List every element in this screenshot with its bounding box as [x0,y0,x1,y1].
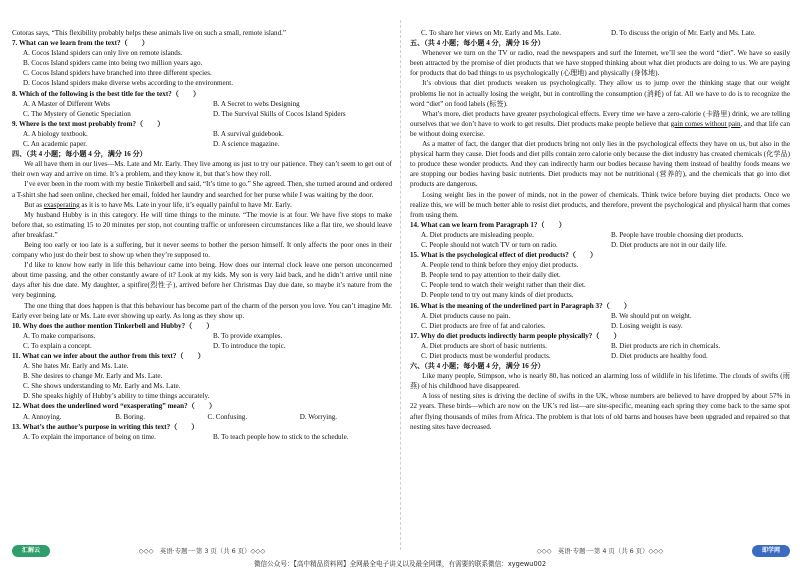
page-number: ◇◇◇ 英语·专题一·第 3 页（共 6 页）◇◇◇ [138,547,266,555]
answer-option[interactable]: D. A science magazine. [213,140,280,149]
question-text: Why do diet products indirectly harm people physically?（ ） [420,331,621,340]
answer-option[interactable]: C. An academic paper. [23,140,88,149]
option: D. To discuss the origin of Mr. Early and Ms. Late. [611,29,756,37]
page-4 [410,0,790,569]
answer-option[interactable]: A. A Master of Different Webs [23,99,111,108]
question-stem [410,301,790,311]
options-row [410,351,790,361]
passage-paragraph: Like many people, Stimpson, who is nearly 80, has noticed an alarming loss of wildlife in his lifetime. The clouds of swifts (雨燕) of his childhood have disappeared. [410,372,790,391]
question-stem [12,89,392,99]
passage-paragraph: A loss of nesting sites is driving the decline of swifts in the UK, whose numbers are believed to have dropped by about 57% in 22 years. These birds—which are now on the UK’s red list—are site-specific, meaning each spring they come back to the same spot after flying thousands of miles from Africa. The problem is that lots of old barns and houses have been upgraded and repaired so that nesting sites have decreased. [410,392,790,431]
answer-option[interactable]: D. People tend to try out many kinds of diet products. [421,291,574,300]
answer-option[interactable]: D. The Survival Skills of Cocos Island Spiders [213,109,346,118]
section-5-heading: 五、（共 4 小题；每小题 4 分，满分 16 分） [410,39,545,48]
passage-paragraph: What’s more, diet products have greater psychological effects. Every time we have a zero-calorie (卡路里) drink, we are telling ourselves that we don’t have to work to get results. Diet products make people believe that gain comes without pain, and that life can be without doing exercise. [410,109,791,138]
answer-option[interactable]: B. Cocos Island spiders came into being two million years ago. [23,59,203,68]
answer-option[interactable]: D. Diet products are not in our daily life. [611,240,727,249]
answer-option[interactable]: A. Annoying. [23,412,62,421]
options-row [12,432,392,442]
question-number: 10. [12,321,21,330]
question-text: What can we learn from the text?（ ） [18,39,149,48]
passage-paragraph: It’s obvious that diet products weaken us psychologically. They allow us to jump over the thinking stage that our weight problems lie not in actually losing the weight, but in controlling the consumption (消耗) of fat. All we have to do is to recognize the word “diet” on food labels (标签). [410,79,790,108]
passage-paragraph: As a matter of fact, the danger that diet products bring not only lies in the psychological effects they have on us, but also in the physical harm they cause. Diet foods and diet pills contain zero calorie only because the diet industry has created chemicals (化学品) to produce these wonder products. And they can indirectly harm our bodies because having them instead of healthy foods means we are stopping our bodies having basic nutrients. Diet products may not be nutritional (营养的), and the chemicals that go into diet products are dangerous. [410,140,790,189]
question-text: What’s the author’s purpose in writing this text?（ ） [22,422,199,431]
publisher-logo: 汇解云 [12,545,50,557]
answer-option[interactable]: C. People should not watch TV or turn on radio. [421,240,558,249]
question-number: 11. [12,352,21,360]
passage-paragraph: Being too early or too late is a suffering, but it never seems to bother the person himself. It only affects the poor ones in their company who just do their best to show up when they’re supposed to. [12,240,392,260]
questions-14-17 [410,220,790,361]
answer-option[interactable]: A. Diet products are short of basic nutrients. [421,341,547,350]
answer-option[interactable]: B. To provide examples. [213,331,283,340]
answer-option[interactable]: C. Confusing. [207,412,248,421]
answer-option[interactable]: D. She speaks highly of Hubby’s ability to time things accurately. [23,392,210,401]
options-row [12,331,392,341]
passage-paragraph: The one thing that does happen is that this behaviour has become part of the charm of the person you love. You can’t imagine Mr. Early ever being late or Ms. Late ever showing up early. As long as they show up. [12,301,392,320]
question-stem [12,321,392,331]
question-text: Where is the text most probably from?（ ） [18,119,165,128]
question-text: What can we learn from Paragraph 1?（ ） [420,220,566,229]
page-divider [400,20,401,550]
question-stem [410,250,790,260]
answer-option[interactable]: A. Cocos Island spiders can only live on remote islands. [23,49,183,58]
answer-option[interactable]: B. Boring. [115,412,146,421]
answer-option[interactable]: B. A survival guidebook. [213,129,284,138]
answer-option[interactable]: A. People tend to think before they enjoy diet products. [421,261,579,270]
answer-option[interactable]: C. People tend to watch their weight rather than their diet. [421,281,586,290]
question-text: What is the psychological effect of diet products?（ ） [420,251,598,260]
options-row [12,412,392,422]
question-number: 7. [12,39,18,48]
answer-option[interactable]: B. People tend to pay attention to their daily diet. [421,271,561,280]
question-text: What can we infer about the author from this text?（ ） [22,352,205,360]
passage-paragraph: But as exasperating as it is to have Ms. Late in your life, it’s equally painful to have Mr. Early. [24,200,292,209]
question-stem [12,422,392,432]
questions-7-9 [12,38,392,149]
answer-option[interactable]: A. To make comparisons. [23,331,96,340]
passage-paragraph: We all have them in our lives—Ms. Late and Mr. Early. They live among us just to try our patience. They can’t seem to get out of their own way and arrive on time. It’s a problem, and they know it, but that’s how they roll. [12,160,392,179]
passage-paragraph: My husband Hubby is in this category. He will time things to the minute. “The movie is at four. We have five stops to make before that, so estimating 15 to 20 minutes per stop, not counting traffic or unforeseen circumstances like a flat tire, we should leave after breakfast.” [12,210,392,239]
passage-paragraph: Losing weight lies in the power of minds, not in the power of chemicals. Think twice before buying diet products. Once we realize this, we will be much better able to resist diet products, and therefore, prevent the psychological and physical harm that comes from using them. [410,190,790,219]
question-number: 13. [12,422,21,431]
q13-options-cd [410,28,790,38]
answer-option[interactable]: D. Losing weight is easy. [611,321,683,330]
questions-10-13 [12,321,392,442]
passage-paragraph: I’d like to know how early in life this behaviour came into being. How does our internal clock leave one person unconcerned about time passing, and the other constantly aware of it? Look at my kids. My son is very laid back, and he didn’t arrive until nine days after his due date. My daughter, a spitfire(烈性子), arrived before her Christmas Day due date, so maybe it’s nature from the very beginning. [12,261,392,300]
options-row [12,129,392,139]
question-stem [12,119,392,129]
question-number: 12. [12,402,21,411]
intro-text: Cotoras says, “This flexibility probably helps these animals live on such a small, remote island.” [12,29,287,37]
question-text: What does the underlined word “exasperating” mean?（ ） [22,402,217,411]
answer-option[interactable]: A. She hates Mr. Early and Ms. Late. [23,362,129,371]
options-row [12,139,392,149]
question-stem [12,351,392,361]
options-row [12,341,392,351]
options-row [410,230,790,240]
passage-paragraph: I’ve ever been in the room with my bestie Tinkerbell and said, “It’s time to go.” She agreed. Then, she turned around and ordered a T-shirt she had seen online, checked her email, folded her laundry and searched for her purse while I was waiting by the door. [12,180,392,199]
answer-option[interactable]: C. Diet products must be wonderful products. [421,352,551,360]
option: C. To share her views on Mr. Early and Ms. Late. [421,29,562,37]
question-number: 17. [410,331,419,340]
underlined-word: exasperating [43,200,80,209]
options-row [410,311,790,321]
section-6-heading: 六、（共 4 小题；每小题 4 分，满分 16 分） [410,362,545,371]
options-row [12,109,392,119]
answer-option[interactable]: B. A Secret to webs Designing [213,99,300,108]
wechat-notice: 微信公众号：【高中精品资料网】全网最全电子讲义以及最全网课，有需要的联系微信：xygewu002 [253,560,547,568]
underlined-phrase: gain comes without pain [670,119,741,128]
question-stem [410,220,790,230]
answer-option[interactable]: A. Diet products cause no pain. [421,311,511,320]
answer-option[interactable]: A. To explain the importance of being on time. [23,432,156,441]
answer-option[interactable]: B. Diet products are rich in chemicals. [611,341,721,350]
answer-option[interactable]: C. To explain a concept. [23,341,92,350]
question-text: Why does the author mention Tinkerbell and Hubby?（ ） [22,321,214,330]
page-number: ◇◇◇ 英语·专题一·第 4 页（共 6 页）◇◇◇ [536,547,664,555]
question-number: 8. [12,89,18,98]
answer-option[interactable]: A. A biology textbook. [23,129,88,138]
footer-page-4 [410,544,790,558]
answer-option[interactable]: D. Worrying. [299,412,338,421]
question-text: What is the meaning of the underlined part in Paragraph 3?（ ） [420,301,631,310]
options-row [12,99,392,109]
section-4-heading: 四、（共 4 小题；每小题 4 分，满分 16 分） [12,150,147,159]
question-number: 9. [12,119,18,128]
question-number: 16. [410,301,419,310]
options-row [410,321,790,331]
answer-option[interactable]: B. To teach people how to stick to the schedule. [213,432,349,441]
question-number: 14. [410,220,419,229]
answer-option[interactable]: C. Diet products are free of fat and calories. [421,321,546,330]
options-row [410,240,790,250]
question-text: Which of the following is the best title for the text?（ ） [18,89,201,98]
question-stem [410,331,790,341]
answer-option[interactable]: C. Cocos Island spiders have branched into three different species. [23,69,212,78]
answer-option[interactable]: D. To introduce the topic. [213,341,286,350]
publisher-logo: 即学网 [752,545,790,557]
answer-option[interactable]: A. Diet products are misleading people. [421,230,534,239]
answer-option[interactable]: C. She shows understanding to Mr. Early and Ms. Late. [23,382,181,391]
answer-option[interactable]: B. We should put on weight. [611,311,692,320]
question-stem [12,38,392,48]
answer-option[interactable]: B. People have trouble choosing diet products. [611,230,744,239]
question-number: 15. [410,251,419,260]
passage-paragraph: Whenever we turn on the TV or radio, read the newspapers and surf the Internet, we’ll see the word “diet”. We have so easily been attracted by the promise of diet products that we have stopped thinking about what diet products are doing to us. We are paying for products that do bad things to us psychologically (心理地) and physically (身体地). [410,49,790,78]
answer-option[interactable]: D. Diet products are healthy food. [611,352,708,360]
answer-option[interactable]: B. She desires to change Mr. Early and Ms. Late. [23,372,163,381]
answer-option[interactable]: C. The Mystery of Genetic Speciation [23,109,131,118]
options-row [410,341,790,351]
footer-page-3 [12,544,392,558]
answer-option[interactable]: D. Cocos Island spiders make diverse webs according to the environment. [23,79,233,88]
page-3 [12,0,392,569]
question-stem [12,401,392,411]
